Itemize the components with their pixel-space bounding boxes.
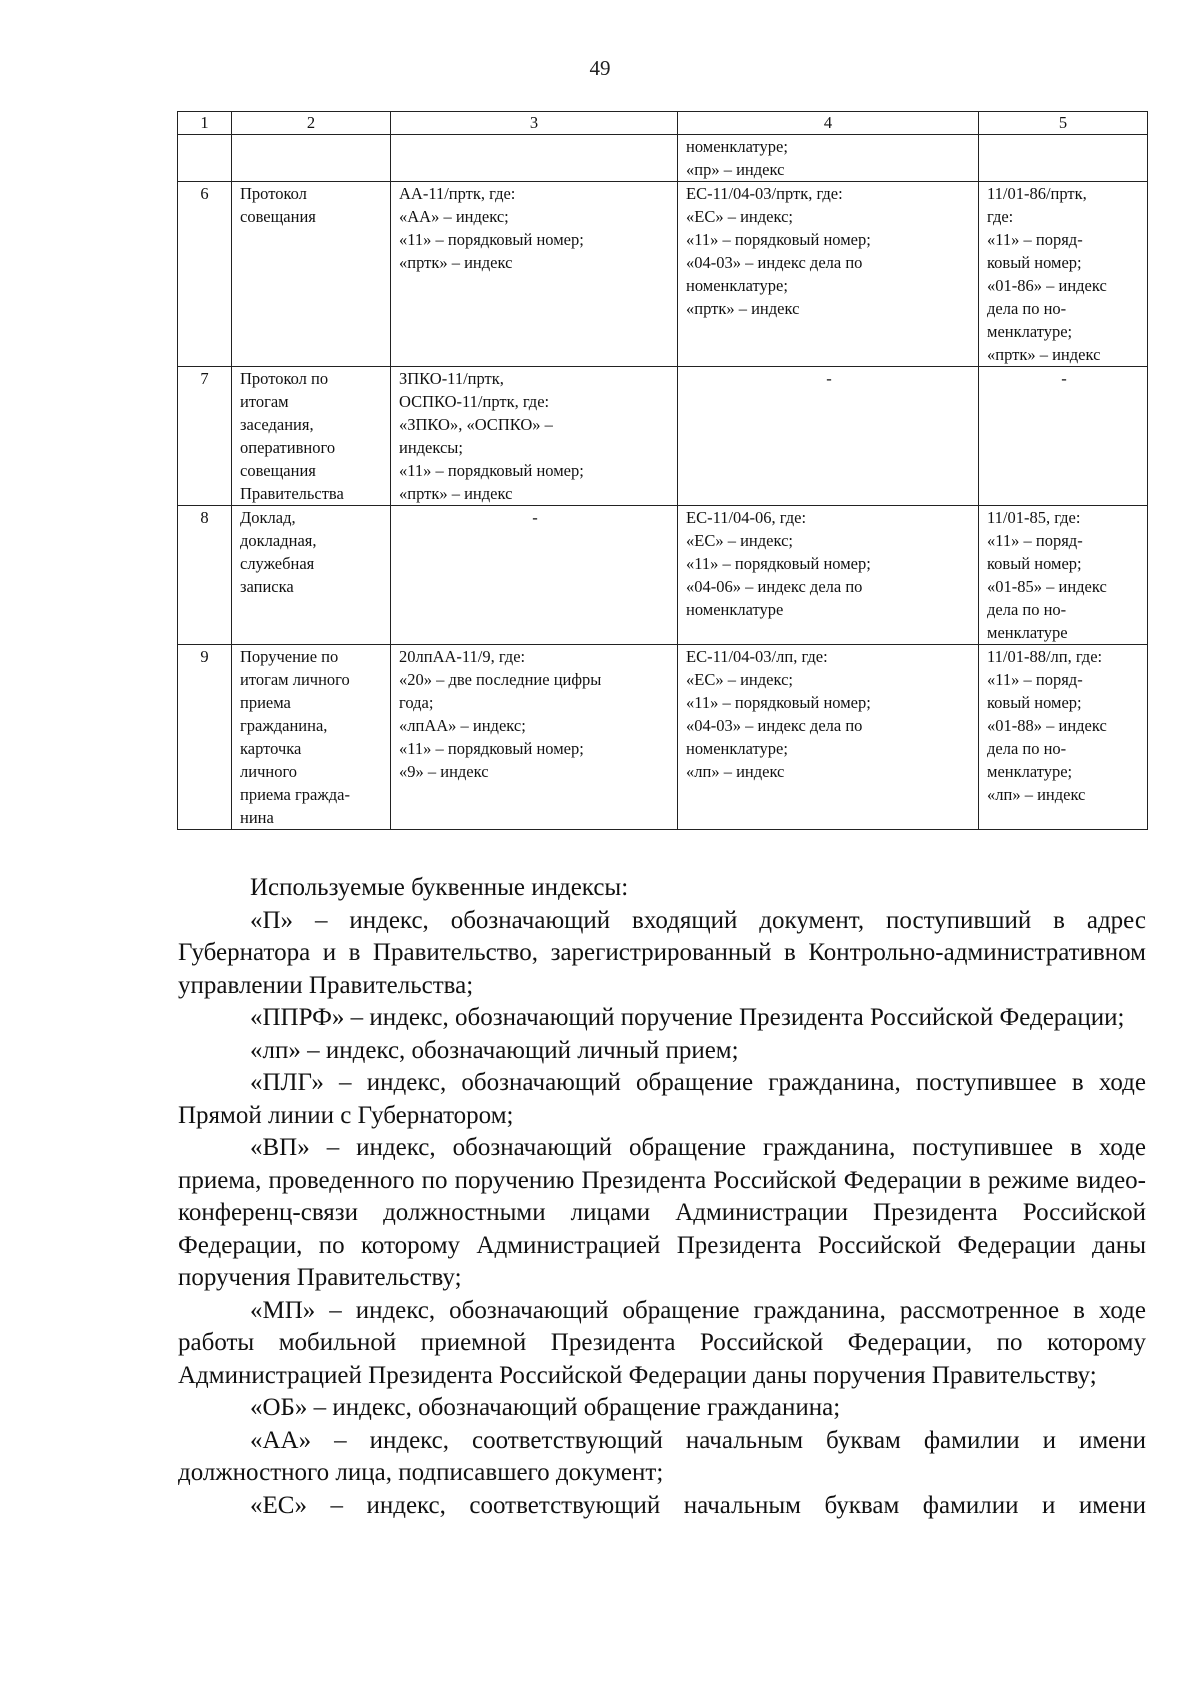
index-format-cell: АА-11/пртк, где: «АА» – индекс; «11» – порядковый номер; «пртк» – индекс (391, 182, 678, 367)
row-number: 9 (178, 645, 232, 830)
index-table (177, 111, 1148, 830)
page-number: 49 (589, 56, 611, 80)
document-type-cell (232, 135, 391, 182)
header-cell: 2 (232, 112, 391, 135)
header-cell: 4 (678, 112, 979, 135)
index-format-cell: - (391, 506, 678, 645)
body-text (178, 872, 1146, 1522)
paragraph: «АА» – индекс, соответствующий начальным буквам фамилии и имени должностного лица, подписавшего документ; (178, 1426, 1146, 1486)
document-type-cell: Протокол совещания (232, 182, 391, 367)
index-format-cell: 11/01-85, где: «11» – поряд- ковый номер; «01-85» – индекс дела по но- менклатуре (979, 506, 1148, 645)
header-cell: 5 (979, 112, 1148, 135)
table-row (178, 645, 1148, 830)
index-format-cell: - (979, 367, 1148, 506)
paragraph: «ЕС» – индекс, соответствующий начальным буквам фамилии и имени (250, 1491, 1146, 1519)
paragraph: «МП» – индекс, обозначающий обращение гражданина, рассмотренное в ходе работы мобильной приемной Президента Российской Федерации, по которому Администрацией Президента Российской Федерации даны поручения Правительству; (178, 1296, 1146, 1389)
paragraph: «П» – индекс, обозначающий входящий документ, поступивший в адрес Губернатора и в Правительство, зарегистрированный в Контрольно-административном управлении Правительства; (178, 906, 1146, 999)
paragraph: «ОБ» – индекс, обозначающий обращение гражданина; (250, 1394, 841, 1421)
document-type-cell: Поручение по итогам личного приема гражданина, карточка личного приема гражда- нина (232, 645, 391, 830)
paragraph: Используемые буквенные индексы: (250, 874, 629, 901)
index-format-cell: ЗПКО-11/пртк, ОСПКО-11/пртк, где: «ЗПКО», «ОСПКО» – индексы; «11» – порядковый номер; «пртк» – индекс (391, 367, 678, 506)
index-format-cell: номенклатуре; «пр» – индекс (678, 135, 979, 182)
index-format-cell: - (678, 367, 979, 506)
paragraph: «лп» – индекс, обозначающий личный прием; (250, 1036, 739, 1064)
paragraph: «ППРФ» – индекс, обозначающий поручение Президента Российской Федерации; (250, 1004, 1125, 1031)
header-cell: 3 (391, 112, 678, 135)
table-header-row (178, 112, 1148, 135)
table-row (178, 506, 1148, 645)
paragraph: «ВП» – индекс, обозначающий обращение гражданина, поступившее в ходе приема, проведенного по поручению Президента Российской Федерации в режиме видео-конференц-связи должностными лицами Администрации Президента Российской Федерации, по которому Администрацией Президента Российской Федерации даны поручения Правительству; (178, 1134, 1146, 1291)
index-format-cell: ЕС-11/04-03/пртк, где: «ЕС» – индекс; «11» – порядковый номер; «04-03» – индекс дела по номенклатуре; «пртк» – индекс (678, 182, 979, 367)
index-format-cell: 11/01-86/пртк, где: «11» – поряд- ковый номер; «01-86» – индекс дела по но- менклатуре; «пртк» – индекс (979, 182, 1148, 367)
row-number (178, 135, 232, 182)
document-type-cell: Доклад, докладная, служебная записка (232, 506, 391, 645)
index-format-cell: 20лпАА-11/9, где: «20» – две последние цифры года; «лпАА» – индекс; «11» – порядковый номер; «9» – индекс (391, 645, 678, 830)
paragraph: «ПЛГ» – индекс, обозначающий обращение гражданина, поступившее в ходе Прямой линии с Губернатором; (178, 1069, 1146, 1129)
index-format-cell (391, 135, 678, 182)
index-format-cell (979, 135, 1148, 182)
index-format-cell: 11/01-88/лп, где: «11» – поряд- ковый номер; «01-88» – индекс дела по но- менклатуре; «лп» – индекс (979, 645, 1148, 830)
index-format-cell: ЕС-11/04-06, где: «ЕС» – индекс; «11» – порядковый номер; «04-06» – индекс дела по номенклатуре (678, 506, 979, 645)
table-row (178, 182, 1148, 367)
document-type-cell: Протокол по итогам заседания, оперативного совещания Правительства (232, 367, 391, 506)
table-row (178, 135, 1148, 182)
row-number: 6 (178, 182, 232, 367)
row-number: 8 (178, 506, 232, 645)
row-number: 7 (178, 367, 232, 506)
header-cell: 1 (178, 112, 232, 135)
index-format-cell: ЕС-11/04-03/лп, где: «ЕС» – индекс; «11» – порядковый номер; «04-03» – индекс дела по номенклатуре; «лп» – индекс (678, 645, 979, 830)
table-row (178, 367, 1148, 506)
